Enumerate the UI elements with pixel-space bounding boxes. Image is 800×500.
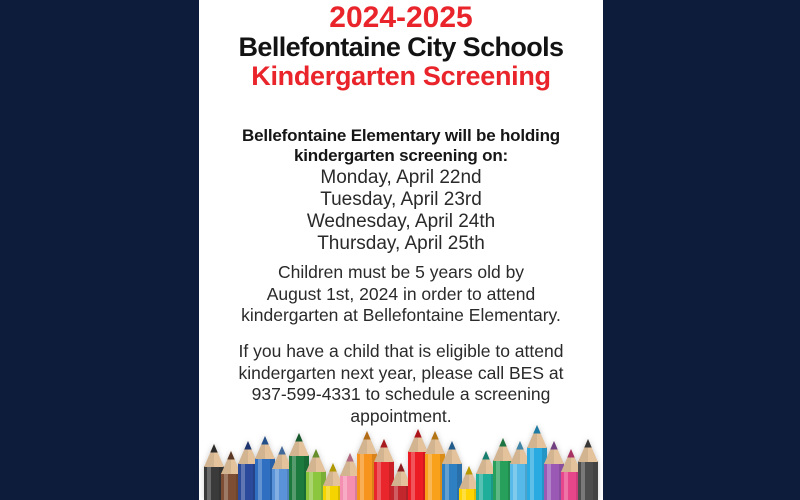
heading-line-1: Bellefontaine Elementary will be holding bbox=[242, 126, 560, 145]
screening-date: Thursday, April 25th bbox=[317, 233, 485, 254]
screening-date: Tuesday, April 23rd bbox=[320, 189, 482, 210]
screening-date: Wednesday, April 24th bbox=[306, 211, 496, 232]
colored-pencils-border bbox=[199, 424, 603, 500]
contact-paragraph bbox=[199, 341, 603, 427]
screening-date: Monday, April 22nd bbox=[320, 167, 482, 188]
event-name-title: Kindergarten Screening bbox=[251, 61, 551, 91]
screening-heading bbox=[199, 126, 603, 166]
eligibility-paragraph bbox=[199, 262, 603, 327]
contact-line: If you have a child that is eligible to attend bbox=[238, 341, 564, 361]
eligibility-line: Children must be 5 years old by bbox=[277, 262, 525, 282]
screening-dates-list bbox=[199, 167, 603, 255]
eligibility-line: kindergarten at Bellefontaine Elementary. bbox=[241, 305, 561, 325]
district-name-title: Bellefontaine City Schools bbox=[238, 32, 564, 62]
dark-gray-pencil-icon bbox=[578, 438, 598, 500]
contact-line: 937-599-4331 to schedule a screening bbox=[251, 384, 551, 404]
eligibility-line: August 1st, 2024 in order to attend bbox=[266, 283, 536, 304]
title-block bbox=[199, 2, 603, 91]
flyer-panel bbox=[199, 0, 603, 500]
heading-line-2: kindergarten screening on: bbox=[294, 146, 508, 165]
school-year-title: 2024-2025 bbox=[329, 1, 473, 34]
contact-line: kindergarten next year, please call BES at bbox=[238, 362, 564, 383]
contact-line: appointment. bbox=[350, 405, 452, 426]
